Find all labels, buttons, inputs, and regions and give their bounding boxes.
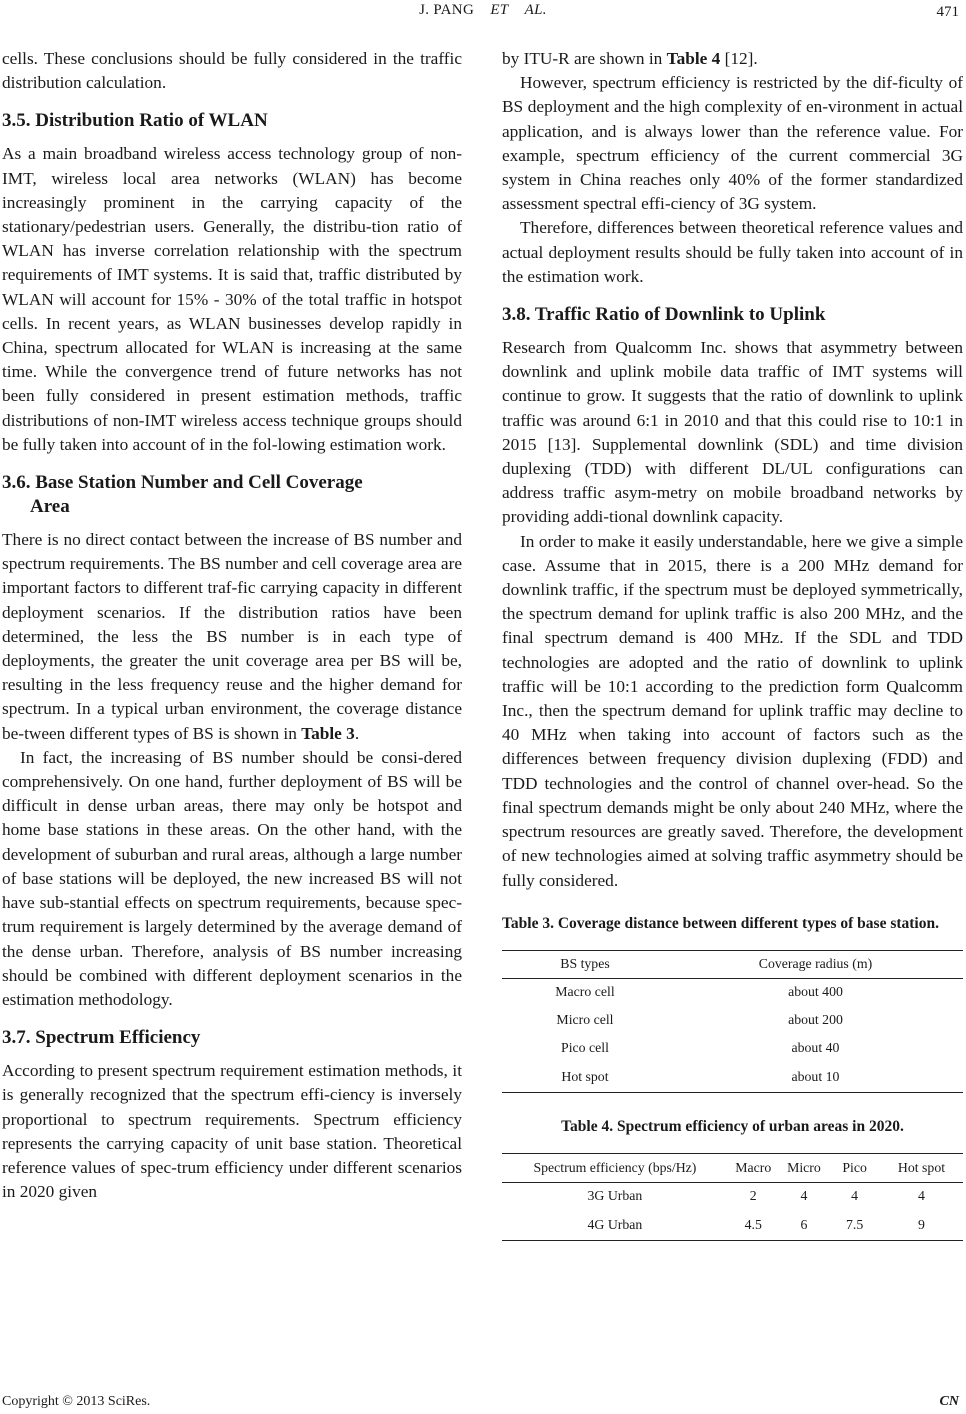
table-cell: Hot spot [561,1068,609,1084]
table-3 [502,950,963,1093]
table-cell: 9 [918,1216,925,1232]
journal-abbreviation: CN [939,1394,959,1409]
running-head [0,2,966,19]
section-heading-3-6-line2: Area [30,496,70,518]
table-3-reference: Table 3 [301,723,355,743]
running-head-et: ET [490,2,509,18]
running-head-authors: J. PANG [419,2,475,18]
page-number: 471 [936,4,959,20]
table-3-header-cell: Coverage radius (m) [758,956,873,972]
table-4-header-cell: Hot spot [897,1159,946,1175]
table-4-header-cell: Pico [842,1159,867,1175]
left-column [2,47,462,1204]
paragraph-intro: cells. These conclusions should be fully considered in the traffic distribution calculation. [2,49,462,93]
table-cell: 7.5 [846,1216,864,1232]
page-header [0,0,966,26]
running-head-al: AL. [524,2,547,18]
table-cell: Macro cell [555,984,615,1000]
section-heading-3-5: 3.5. Distribution Ratio of WLAN [2,110,268,132]
section-heading-3-7: 3.7. Spectrum Efficiency [2,1027,201,1049]
paragraph-simple-case: In order to make it easily understandable, here we give a simple case. Assume that in 2015, there is a 200 MHz demand for downlink traffic, if the spectrum must be deployed symmetrically, the spectrum demand for uplink traffic is also 200 MHz, and the final spectrum demand is 400 MHz. If the SDL and TDD technologies are adopted and the ratio of downlink to uplink traffic will be 10:1 according to the prediction form Qualcomm Inc., then the spectrum demand for uplink traffic may decline to 40 MHz when taking into account of factors such as the differences between frequency division duplexing (FDD) and TDD technologies and the control of channel over-head. So the final spectrum demands might be only about 240 MHz, where the spectrum resources are greatly saved. Therefore, the development of new technologies aimed at solving traffic asymmetry should be fully considered. [502,531,963,890]
paragraph-continued-text: by ITU-R are shown in [502,49,667,68]
table-cell: 4 [918,1188,925,1204]
table-row [502,978,963,1006]
table-4-header-cell: Spectrum efficiency (bps/Hz) [533,1159,697,1175]
paragraph-therefore: Therefore, differences between theoretical reference values and actual deployment results should be fully taken into account of in the estimation work. [502,218,963,286]
table-cell: 4 [800,1188,808,1204]
copyright-notice: Copyright © 2013 SciRes. [2,1394,151,1409]
table-cell: Pico cell [561,1040,609,1056]
table-cell: about 10 [791,1068,840,1084]
table-row [502,1210,963,1240]
table-row [502,1006,963,1034]
section-heading-3-8: 3.8. Traffic Ratio of Downlink to Uplink [502,304,826,326]
table-cell: Micro cell [556,1012,614,1028]
section-heading-3-6 [2,471,462,519]
table-3-caption: Table 3. Coverage distance between different types of base station. [502,914,939,932]
table-cell: about 400 [788,984,843,1000]
paragraph-continued [502,47,963,71]
table-4-header-cell: Macro [735,1159,772,1175]
table-3-header-cell: BS types [560,956,610,972]
paragraph-bs-increase: In fact, the increasing of BS number should be consi-dered comprehensively. On one hand, further deployment of BS will be difficult in dense urban areas, there may only be hotspot and home base stations in these areas. On the other hand, with the development of suburban and rural areas, although a large number of base stations will be deployed, the new increased BS will not have sub-stantial effects on spectrum requirements, because spec-trum requirement is largely determined by the average demand of the dense urban. Therefore, analysis of BS number increasing should be combined with different deployment scenarios in the estimation methodology. [2,747,462,1009]
table-cell: 3G Urban [587,1188,643,1204]
table-row [502,1062,963,1092]
paragraph-spectrum-efficiency: According to present spectrum requirement estimation methods, it is generally recognized that the spectrum effi-ciency is inversely proportional to spectrum requirements. Spectrum efficiency represents the carrying capacity of unit base station. Theoretical reference values of spec-trum efficiency under different scenarios in 2020 given [2,1061,462,1202]
table-cell: 4.5 [744,1216,762,1232]
table-cell: 6 [800,1216,808,1232]
table-cell: 4 [851,1188,859,1204]
paragraph-wlan: As a main broadband wireless access technology group of non-IMT, wireless local area networks (WLAN) has become increasingly prominent in the carrying capacity of the stationary/pedestrian users. Generally, the distribu-tion ratio of WLAN has inverse correlation relationship with the spectrum requirements of IMT systems. It is said that, traffic distributed by WLAN will account for 15% - 30% of the total traffic in hotspot cells. In recent years, as WLAN businesses develop rapidly in China, spectrum allocated for WLAN is increasing at the same time. While the convergence trend of future networks has not been fully considered in present estimation methods, traffic distributions of non-IMT wireless access technique groups should be fully taken into account of in the fol-lowing estimation work. [2,144,462,454]
right-column [502,47,963,1241]
table-cell: about 200 [788,1012,843,1028]
table-cell: about 40 [791,1040,840,1056]
paragraph-bs-number [2,528,462,746]
table-row [502,1034,963,1062]
table-cell: 4G Urban [587,1216,643,1232]
table-row [502,1182,963,1210]
paragraph-however: However, spectrum efficiency is restricted by the dif-ficulty of BS deployment and the high complexity of en-vironment in actual application, and is always lower than the reference value. For example, spectrum efficiency of the current commercial 3G system in China reaches only 40% of the former standardized assessment spectral effi-ciency of 3G system. [502,73,963,214]
paragraph-qualcomm: Research from Qualcomm Inc. shows that asymmetry between downlink and uplink mobile data traffic of IMT systems will continue to grow. It suggests that the ratio of downlink to uplink traffic was around 6:1 in 2010 and that this could rise to 10:1 in 2015 [13]. Supplemental downlink (SDL) and time division duplexing (TDD) with different DL/UL configurations can address traffic asym-metry on mobile broadband networks by providing addi-tional downlink capacity. [502,338,963,527]
section-heading-3-6-line1: 3.6. Base Station Number and Cell Coverage [2,472,363,494]
paragraph-continued-end: [12]. [720,49,758,68]
table-4-caption: Table 4. Spectrum efficiency of urban areas in 2020. [561,1117,904,1135]
table-cell: 2 [749,1188,757,1204]
paragraph-bs-number-end: . [354,723,360,743]
paragraph-bs-number-text: There is no direct contact between the increase of BS number and spectrum requirements. The BS number and cell coverage area are important factors to different traf-fic carrying capacity in different deployment scenarios. If the distribution ratios have been determined, the less the BS number is in each type of deployments, the greater the unit coverage area per BS will be, resulting in the less frequency reuse and the higher demand for spectrum. In a typical urban environment, the coverage distance be-tween different types of BS is shown in [2,530,462,743]
table-4-header-cell: Micro [787,1159,821,1175]
table-4-reference: Table 4 [666,49,721,68]
table-4 [502,1153,963,1241]
table-4-header-row [502,1153,963,1182]
table-3-header-row [502,950,963,978]
page-footer [2,1394,959,1410]
